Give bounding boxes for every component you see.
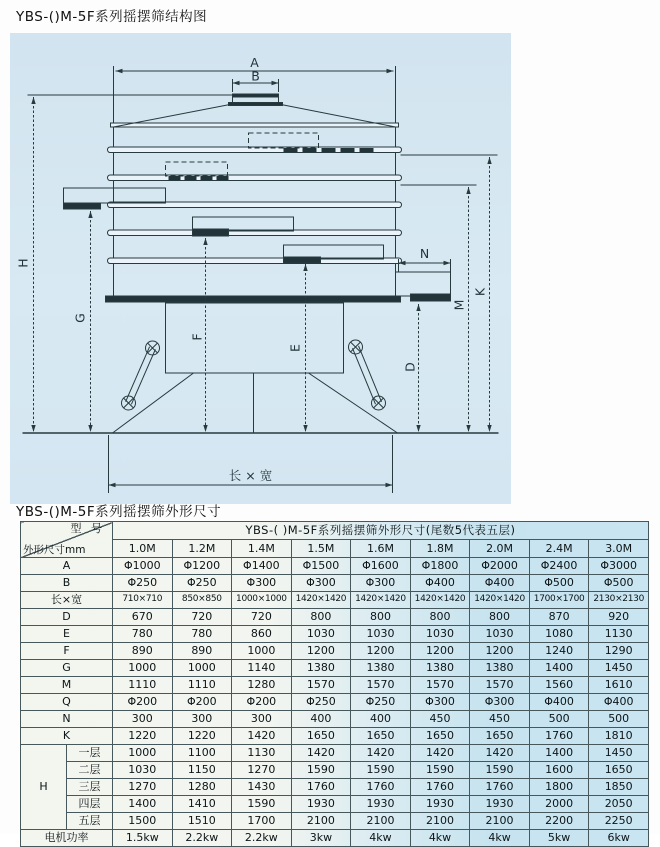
model-header: 3.0M	[589, 540, 649, 558]
value-cell: 890	[172, 643, 232, 660]
value-cell: Φ1000	[113, 558, 173, 575]
value-cell: 1650	[410, 728, 470, 745]
value-cell: 1030	[351, 626, 411, 643]
value-cell: Φ250	[172, 575, 232, 592]
value-cell: 780	[172, 626, 232, 643]
value-cell: 1650	[470, 728, 530, 745]
outlet-layer2-dashed	[166, 162, 228, 176]
value-cell: 1930	[351, 796, 411, 813]
value-cell: 1420	[470, 745, 530, 762]
value-cell: 1.5kw	[113, 830, 173, 847]
value-cell: 1650	[351, 728, 411, 745]
value-cell: 1810	[589, 728, 649, 745]
value-cell: 1760	[291, 779, 351, 796]
value-cell: 1570	[410, 677, 470, 694]
value-cell: 1000	[172, 660, 232, 677]
row-label: A	[21, 558, 113, 575]
value-cell: 1570	[291, 677, 351, 694]
row-label: K	[21, 728, 113, 745]
value-cell: 1800	[529, 779, 589, 796]
value-cell: 500	[529, 711, 589, 728]
value-cell: Φ200	[113, 694, 173, 711]
h-layer-label: 五层	[67, 813, 113, 830]
model-header: 2.0M	[470, 540, 530, 558]
row-label: N	[21, 711, 113, 728]
value-cell: 720	[232, 609, 292, 626]
value-cell: 1400	[529, 745, 589, 762]
value-cell: 2.2kw	[232, 830, 292, 847]
h-layer-label: 二层	[67, 762, 113, 779]
dim-label-N: N	[419, 246, 430, 261]
outlet-layer1-dashed	[249, 133, 319, 148]
row-label: Q	[21, 694, 113, 711]
value-cell: Φ500	[529, 575, 589, 592]
value-cell: 300	[172, 711, 232, 728]
value-cell: 1110	[113, 677, 173, 694]
value-cell: 1590	[351, 762, 411, 779]
h-layer-label: 三层	[67, 779, 113, 796]
value-cell: 1380	[351, 660, 411, 677]
dimension-table-title: YBS-()M-5F系列摇摆筛外形尺寸	[16, 504, 222, 520]
inlet-port	[233, 97, 279, 103]
value-cell: Φ250	[291, 694, 351, 711]
value-cell: 1560	[529, 677, 589, 694]
value-cell: 1000	[113, 660, 173, 677]
value-cell: 1280	[232, 677, 292, 694]
value-cell: 500	[589, 711, 649, 728]
value-cell: 400	[291, 711, 351, 728]
dim-label-footprint: 长 × 宽	[228, 468, 273, 483]
value-cell: 1420×1420	[291, 592, 351, 609]
model-header: 1.6M	[351, 540, 411, 558]
value-cell: Φ400	[529, 694, 589, 711]
value-cell: 1650	[291, 728, 351, 745]
value-cell: Φ300	[291, 575, 351, 592]
value-cell: 1130	[232, 745, 292, 762]
structure-diagram	[10, 33, 511, 504]
value-cell: 1110	[172, 677, 232, 694]
value-cell: 5kw	[529, 830, 589, 847]
dim-label-E: E	[287, 344, 303, 352]
value-cell: 1420	[291, 745, 351, 762]
base-skirt	[113, 373, 398, 433]
dim-label-M: M	[451, 299, 467, 311]
value-cell: 720	[172, 609, 232, 626]
structure-diagram-photo	[10, 33, 511, 504]
h-layer-label: 四层	[67, 796, 113, 813]
value-cell: 1410	[172, 796, 232, 813]
model-header: 1.5M	[291, 540, 351, 558]
value-cell: 1000	[232, 643, 292, 660]
dim-label-H: H	[15, 258, 31, 268]
value-cell: Φ300	[410, 694, 470, 711]
value-cell: 1760	[351, 779, 411, 796]
value-cell: 1760	[470, 779, 530, 796]
value-cell: 1100	[172, 745, 232, 762]
value-cell: Φ3000	[589, 558, 649, 575]
value-cell: 890	[113, 643, 173, 660]
value-cell: 1080	[529, 626, 589, 643]
value-cell: 1200	[410, 643, 470, 660]
value-cell: 1380	[470, 660, 530, 677]
value-cell: 1430	[232, 779, 292, 796]
row-label: E	[21, 626, 113, 643]
value-cell: 1030	[291, 626, 351, 643]
outlet-left	[64, 188, 166, 203]
value-cell: 1280	[172, 779, 232, 796]
value-cell: 1450	[589, 660, 649, 677]
value-cell: 1290	[589, 643, 649, 660]
dim-label-B: B	[251, 68, 260, 84]
table-span-header: YBS-( )M-5F系列摇摆筛外形尺寸(尾数5代表五层)	[113, 522, 649, 540]
value-cell: 1650	[589, 762, 649, 779]
value-cell: Φ2400	[529, 558, 589, 575]
value-cell: 1000×1000	[232, 592, 292, 609]
value-cell: 1420×1420	[351, 592, 411, 609]
value-cell: Φ250	[351, 694, 411, 711]
value-cell: 1380	[291, 660, 351, 677]
value-cell: Φ300	[232, 575, 292, 592]
value-cell: 1420	[232, 728, 292, 745]
dim-label-D: D	[402, 362, 418, 372]
value-cell: 870	[529, 609, 589, 626]
value-cell: 1030	[470, 626, 530, 643]
top-rim	[111, 123, 399, 127]
value-cell: 2100	[291, 813, 351, 830]
row-label: D	[21, 609, 113, 626]
value-cell: 300	[113, 711, 173, 728]
value-cell: Φ1800	[410, 558, 470, 575]
motor-power-label: 电机功率	[21, 830, 113, 847]
value-cell: Φ1400	[232, 558, 292, 575]
value-cell: 2100	[410, 813, 470, 830]
value-cell: 800	[410, 609, 470, 626]
value-cell: 400	[351, 711, 411, 728]
value-cell: 1570	[351, 677, 411, 694]
value-cell: 1850	[589, 779, 649, 796]
value-cell: 800	[291, 609, 351, 626]
model-header: 1.2M	[172, 540, 232, 558]
value-cell: Φ1200	[172, 558, 232, 575]
dim-label-A: A	[250, 55, 259, 70]
value-cell: 1760	[529, 728, 589, 745]
value-cell: 1420	[351, 745, 411, 762]
corner-label-dimension: 外形尺寸mm	[23, 543, 86, 556]
value-cell: Φ200	[232, 694, 292, 711]
value-cell: Φ300	[470, 694, 530, 711]
value-cell: 1380	[410, 660, 470, 677]
value-cell: 920	[589, 609, 649, 626]
value-cell: 1150	[172, 762, 232, 779]
value-cell: 1220	[172, 728, 232, 745]
value-cell: 710×710	[113, 592, 173, 609]
value-cell: 1030	[113, 762, 173, 779]
value-cell: 4kw	[410, 830, 470, 847]
value-cell: 850×850	[172, 592, 232, 609]
clamp-ring	[108, 175, 402, 181]
value-cell: 1590	[232, 796, 292, 813]
value-cell: 1030	[410, 626, 470, 643]
value-cell: 670	[113, 609, 173, 626]
bottom-plate	[106, 296, 401, 302]
value-cell: Φ300	[351, 575, 411, 592]
value-cell: 1220	[113, 728, 173, 745]
value-cell: 1510	[172, 813, 232, 830]
model-header: 1.0M	[113, 540, 173, 558]
corner-label-model: 型 号	[70, 522, 105, 535]
value-cell: 450	[410, 711, 470, 728]
value-cell: 1700	[232, 813, 292, 830]
value-cell: 1570	[470, 677, 530, 694]
value-cell: 2100	[470, 813, 530, 830]
value-cell: 2.2kw	[172, 830, 232, 847]
value-cell: 1930	[470, 796, 530, 813]
model-header: 1.4M	[232, 540, 292, 558]
value-cell: 1500	[113, 813, 173, 830]
model-header: 2.4M	[529, 540, 589, 558]
row-label: F	[21, 643, 113, 660]
value-cell: 860	[232, 626, 292, 643]
value-cell: 1270	[113, 779, 173, 796]
value-cell: Φ1500	[291, 558, 351, 575]
value-cell: 1450	[589, 745, 649, 762]
value-cell: Φ400	[410, 575, 470, 592]
value-cell: 1590	[410, 762, 470, 779]
value-cell: 1200	[351, 643, 411, 660]
value-cell: 800	[351, 609, 411, 626]
value-cell: 1400	[113, 796, 173, 813]
outlet-right	[396, 272, 451, 296]
spec-table	[20, 521, 649, 847]
row-label: M	[21, 677, 113, 694]
h-layer-label: 一层	[67, 745, 113, 762]
value-cell: 1200	[291, 643, 351, 660]
value-cell: Φ400	[470, 575, 530, 592]
dimension-table-wrap	[20, 521, 649, 847]
value-cell: Φ250	[113, 575, 173, 592]
value-cell: 2100	[351, 813, 411, 830]
value-cell: 1420×1420	[470, 592, 530, 609]
value-cell: 1000	[113, 745, 173, 762]
value-cell: 1700×1700	[529, 592, 589, 609]
value-cell: 2000	[529, 796, 589, 813]
value-cell: 1600	[529, 762, 589, 779]
value-cell: 1420×1420	[410, 592, 470, 609]
h-group-label: H	[21, 745, 67, 830]
value-cell: 4kw	[470, 830, 530, 847]
value-cell: 6kw	[589, 830, 649, 847]
row-label: 长×宽	[21, 592, 113, 609]
value-cell: Φ1600	[351, 558, 411, 575]
value-cell: 1590	[291, 762, 351, 779]
value-cell: 1140	[232, 660, 292, 677]
value-cell: 1590	[470, 762, 530, 779]
value-cell: 800	[470, 609, 530, 626]
value-cell: 1930	[410, 796, 470, 813]
dim-label-K: K	[472, 287, 488, 297]
model-header: 1.8M	[410, 540, 470, 558]
value-cell: Φ2000	[470, 558, 530, 575]
value-cell: Φ400	[589, 694, 649, 711]
value-cell: 2250	[589, 813, 649, 830]
spring-left	[122, 341, 160, 410]
value-cell: 1270	[232, 762, 292, 779]
value-cell: Φ200	[172, 694, 232, 711]
structure-diagram-title: YBS-()M-5F系列摇摆筛结构图	[16, 9, 208, 25]
value-cell: 1130	[589, 626, 649, 643]
dim-label-G: G	[72, 313, 88, 323]
value-cell: 2200	[529, 813, 589, 830]
value-cell: 1400	[529, 660, 589, 677]
dim-label-F: F	[189, 333, 205, 341]
value-cell: 2130×2130	[589, 592, 649, 609]
value-cell: 1200	[470, 643, 530, 660]
value-cell: 4kw	[351, 830, 411, 847]
value-cell: 1610	[589, 677, 649, 694]
value-cell: 2050	[589, 796, 649, 813]
value-cell: 300	[232, 711, 292, 728]
value-cell: 450	[470, 711, 530, 728]
value-cell: 3kw	[291, 830, 351, 847]
row-label: G	[21, 660, 113, 677]
corner-cell	[21, 522, 113, 558]
value-cell: 1760	[410, 779, 470, 796]
value-cell: 1930	[291, 796, 351, 813]
value-cell: Φ500	[589, 575, 649, 592]
spring-right	[349, 340, 386, 410]
row-label: B	[21, 575, 113, 592]
value-cell: 1420	[410, 745, 470, 762]
value-cell: 780	[113, 626, 173, 643]
value-cell: 1240	[529, 643, 589, 660]
dimension-arrows	[31, 69, 491, 487]
